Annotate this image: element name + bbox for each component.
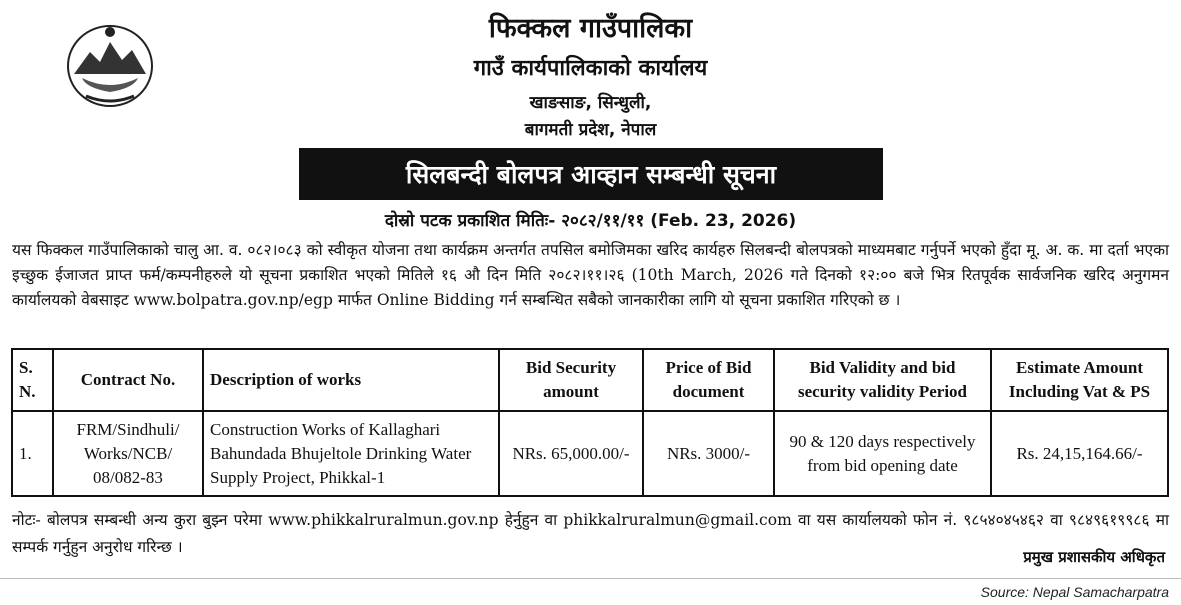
cell-description: Construction Works of Kallaghari Bahundada Bhujeltole Drinking Water Supply Project, Phikkal-1 (203, 411, 499, 496)
table-row (12, 411, 1168, 496)
table-header-row (12, 349, 1168, 411)
header-validity: Bid Validity and bid security validity Period (774, 349, 991, 411)
source-credit: Source: Nepal Samacharpatra (980, 584, 1169, 600)
cell-validity: 90 & 120 days respectively from bid opening date (774, 411, 991, 496)
province-country: बागमती प्रदेश, नेपाल (524, 120, 657, 140)
header-bid-security: Bid Security amount (499, 349, 643, 411)
divider (0, 578, 1181, 579)
cell-contract-no: FRM/Sindhuli/ Works/NCB/ 08/082-83 (53, 411, 203, 496)
municipality-name: फिक्कल गाउँपालिका (488, 13, 693, 44)
notice-title-banner (299, 148, 883, 200)
header-description: Description of works (203, 349, 499, 411)
cell-estimate: Rs. 24,15,164.66/- (991, 411, 1168, 496)
cell-sn: 1. (12, 411, 53, 496)
contact-note: नोटः- बोलपत्र सम्बन्धी अन्य कुरा बुझ्न परेमा www.phikkalruralmun.gov.np हेर्नुहुन वा phikkalruralmun@gmail.com वा यस कार्यालयको फोन नं. ९८५४०४५४६२ वा ९८४९६१९९८६ मा सम्पर्क गर्नुहुन अनुरोध गरिन्छ । (12, 511, 1169, 556)
cell-price: NRs. 3000/- (643, 411, 774, 496)
office-name: गाउँ कार्यपालिकाको कार्यालय (473, 56, 708, 81)
bid-table (11, 348, 1169, 497)
office-address: खाङसाङ, सिन्धुली, (529, 93, 652, 113)
header-estimate: Estimate Amount Including Vat & PS (991, 349, 1168, 411)
notice-title: सिलबन्दी बोलपत्र आव्हान सम्बन्धी सूचना (405, 160, 777, 189)
header-sn: S. N. (12, 349, 53, 411)
cell-bid-security: NRs. 65,000.00/- (499, 411, 643, 496)
header-contract-no: Contract No. (53, 349, 203, 411)
signer-title: प्रमुख प्रशासकीय अधिकृत (1023, 548, 1165, 566)
intro-paragraph: यस फिक्कल गाउँपालिकाको चालु आ. व. ०८२।०८३ को स्वीकृत योजना तथा कार्यक्रम अन्तर्गत तपसिल बमोजिमका खरिद कार्यहरु सिलबन्दी बोलपत्रको माध्यमबाट गर्नुपर्ने भएको हुँदा मू. अ. क. मा दर्ता भएका इच्छुक ईजाजत प्राप्त फर्म/कम्पनीहरुले यो सूचना प्रकाशित भएको मितिले १६ औ दिन मिति २०८२।११।२६ (10th March, 2026 गते दिनको १२:०० बजे भित्र रितपूर्वक सार्वजनिक खरिद अनुगमन कार्यालयको वेबसाइट www.bolpatra.gov.np/egp मार्फत Online Bidding गर्न सम्बन्धित सबैको जानकारीका लागि यो सूचना प्रकाशित गरिएको छ । (12, 241, 1169, 309)
header-price: Price of Bid document (643, 349, 774, 411)
publication-date: दोस्रो पटक प्रकाशित मितिः- २०८२/११/११ (Feb. 23, 2026) (384, 211, 797, 231)
